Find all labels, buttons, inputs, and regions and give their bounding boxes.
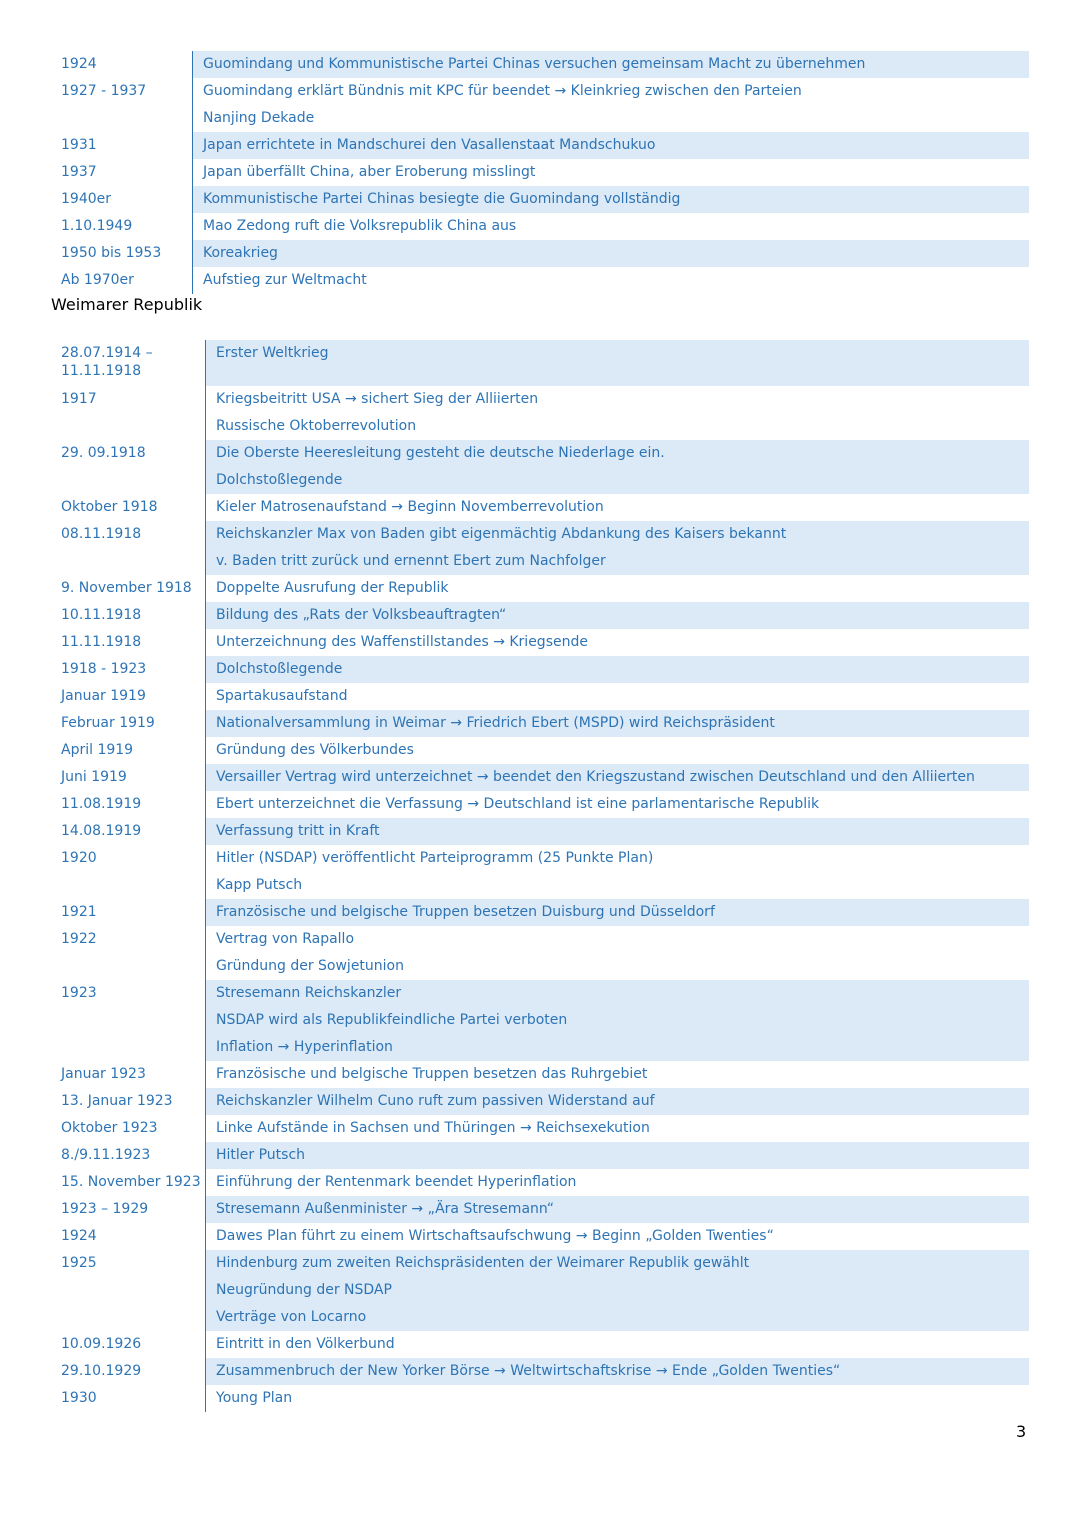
timeline-event: Vertrag von Rapallo (205, 926, 1029, 953)
timeline-date (51, 1277, 205, 1304)
timeline-event: Verträge von Locarno (205, 1304, 1029, 1331)
timeline-date: 1918 - 1923 (61, 661, 147, 677)
timeline-event: Japan überfällt China, aber Eroberung misslingt (192, 159, 1029, 186)
timeline-row (51, 899, 1029, 926)
timeline-date: Januar 1919 (61, 688, 146, 704)
timeline-event: Guomindang und Kommunistische Partei Chinas versuchen gemeinsam Macht zu übernehmen (192, 51, 1029, 78)
timeline-date: 1931 (61, 137, 97, 153)
timeline-row (51, 51, 1029, 78)
china-timeline (51, 51, 1029, 294)
timeline-date: 13. Januar 1923 (61, 1093, 173, 1109)
timeline-event: Kriegsbeitritt USA → sichert Sieg der Alliierten (205, 386, 1029, 413)
timeline-row (51, 440, 1029, 467)
timeline-event: Nanjing Dekade (192, 105, 1029, 132)
timeline-event: Einführung der Rentenmark beendet Hyperinflation (205, 1169, 1029, 1196)
timeline-row (51, 1223, 1029, 1250)
timeline-date (51, 467, 205, 494)
timeline-date (51, 413, 205, 440)
timeline-row (51, 1331, 1029, 1358)
timeline-date: Juni 1919 (61, 769, 127, 785)
timeline-event: Japan errichtete in Mandschurei den Vasallenstaat Mandschukuo (192, 132, 1029, 159)
timeline-row (51, 132, 1029, 159)
timeline-date: 1917 (61, 391, 97, 407)
timeline-row (51, 926, 1029, 953)
timeline-event: Dolchstoßlegende (205, 467, 1029, 494)
timeline-event: Dolchstoßlegende (205, 656, 1029, 683)
timeline-row (51, 548, 1029, 575)
timeline-row (51, 213, 1029, 240)
timeline-row (51, 240, 1029, 267)
timeline-date: 1925 (61, 1255, 97, 1271)
section-title: Weimarer Republik (51, 295, 203, 314)
timeline-row (51, 159, 1029, 186)
timeline-event: Dawes Plan führt zu einem Wirtschaftsaufschwung → Beginn „Golden Twenties“ (205, 1223, 1029, 1250)
timeline-date: 8./9.11.1923 (61, 1147, 151, 1163)
timeline-row (51, 1007, 1029, 1034)
timeline-date (51, 1007, 205, 1034)
timeline-row (51, 683, 1029, 710)
timeline-row (51, 1142, 1029, 1169)
timeline-event: Linke Aufstände in Sachsen und Thüringen → Reichsexekution (205, 1115, 1029, 1142)
timeline-date: 14.08.1919 (61, 823, 142, 839)
timeline-event: Gründung der Sowjetunion (205, 953, 1029, 980)
timeline-row (51, 872, 1029, 899)
timeline-event: Stresemann Reichskanzler (205, 980, 1029, 1007)
timeline-event: Doppelte Ausrufung der Republik (205, 575, 1029, 602)
timeline-row (51, 186, 1029, 213)
timeline-event: Kieler Matrosenaufstand → Beginn Novemberrevolution (205, 494, 1029, 521)
timeline-date: 1923 – 1929 (61, 1201, 149, 1217)
timeline-date: 1921 (61, 904, 97, 920)
timeline-date: 29.10.1929 (61, 1363, 142, 1379)
timeline-row (51, 1115, 1029, 1142)
timeline-date: 1937 (61, 164, 97, 180)
timeline-date (51, 1034, 205, 1061)
timeline-date (51, 872, 205, 899)
timeline-date: 11.08.1919 (61, 796, 142, 812)
timeline-date: 08.11.1918 (61, 526, 142, 542)
timeline-event: Guomindang erklärt Bündnis mit KPC für beendet → Kleinkrieg zwischen den Parteien (192, 78, 1029, 105)
timeline-event: Young Plan (205, 1385, 1029, 1412)
timeline-date: 1927 - 1937 (61, 83, 147, 99)
page-number: 3 (1016, 1422, 1027, 1441)
timeline-row (51, 413, 1029, 440)
timeline-date: Januar 1923 (61, 1066, 146, 1082)
timeline-row (51, 1385, 1029, 1412)
timeline-row (51, 494, 1029, 521)
timeline-event: Verfassung tritt in Kraft (205, 818, 1029, 845)
timeline-event: Nationalversammlung in Weimar → Friedrich Ebert (MSPD) wird Reichspräsident (205, 710, 1029, 737)
timeline-date: 1924 (61, 56, 97, 72)
timeline-row (51, 629, 1029, 656)
timeline-date: Ab 1970er (61, 272, 134, 288)
timeline-row (51, 602, 1029, 629)
timeline-row (51, 1358, 1029, 1385)
timeline-event: Reichskanzler Max von Baden gibt eigenmächtig Abdankung des Kaisers bekannt (205, 521, 1029, 548)
timeline-event: Gründung des Völkerbundes (205, 737, 1029, 764)
timeline-row (51, 1169, 1029, 1196)
timeline-date: 1930 (61, 1390, 97, 1406)
timeline-date: 10.09.1926 (61, 1336, 142, 1352)
timeline-event: Aufstieg zur Weltmacht (192, 267, 1029, 294)
timeline-date: 1923 (61, 985, 97, 1001)
timeline-date: 1924 (61, 1228, 97, 1244)
timeline-row (51, 340, 1029, 386)
timeline-event: NSDAP wird als Republikfeindliche Partei verboten (205, 1007, 1029, 1034)
timeline-event: Erster Weltkrieg (205, 340, 1029, 386)
timeline-date (51, 548, 205, 575)
timeline-row (51, 818, 1029, 845)
timeline-event: Russische Oktoberrevolution (205, 413, 1029, 440)
timeline-date: 11.11.1918 (61, 634, 142, 650)
timeline-event: Hindenburg zum zweiten Reichspräsidenten der Weimarer Republik gewählt (205, 1250, 1029, 1277)
timeline-date (51, 1304, 205, 1331)
timeline-event: Neugründung der NSDAP (205, 1277, 1029, 1304)
timeline-row (51, 845, 1029, 872)
timeline-date: 28.07.1914 – 11.11.1918 (61, 345, 153, 379)
timeline-date: 1922 (61, 931, 97, 947)
timeline-row (51, 575, 1029, 602)
timeline-row (51, 1196, 1029, 1223)
timeline-row (51, 267, 1029, 294)
timeline-event: Reichskanzler Wilhelm Cuno ruft zum passiven Widerstand auf (205, 1088, 1029, 1115)
timeline-row (51, 1304, 1029, 1331)
timeline-event: v. Baden tritt zurück und ernennt Ebert zum Nachfolger (205, 548, 1029, 575)
timeline-date: 10.11.1918 (61, 607, 142, 623)
timeline-event: Unterzeichnung des Waffenstillstandes → Kriegsende (205, 629, 1029, 656)
timeline-row (51, 791, 1029, 818)
timeline-row (51, 1277, 1029, 1304)
timeline-date: 1.10.1949 (61, 218, 133, 234)
timeline-event: Französische und belgische Truppen besetzen Duisburg und Düsseldorf (205, 899, 1029, 926)
timeline-row (51, 764, 1029, 791)
timeline-event: Hitler Putsch (205, 1142, 1029, 1169)
timeline-row (51, 1061, 1029, 1088)
timeline-row (51, 105, 1029, 132)
timeline-event: Versailler Vertrag wird unterzeichnet → beendet den Kriegszustand zwischen Deutschland und den Alliierten (205, 764, 1029, 791)
timeline-event: Mao Zedong ruft die Volksrepublik China aus (192, 213, 1029, 240)
timeline-date: 1920 (61, 850, 97, 866)
timeline-event: Inflation → Hyperinflation (205, 1034, 1029, 1061)
timeline-row (51, 386, 1029, 413)
timeline-event: Hitler (NSDAP) veröffentlicht Parteiprogramm (25 Punkte Plan) (205, 845, 1029, 872)
timeline-date: April 1919 (61, 742, 134, 758)
timeline-date: Februar 1919 (61, 715, 155, 731)
timeline-row (51, 1034, 1029, 1061)
timeline-event: Koreakrieg (192, 240, 1029, 267)
timeline-event: Französische und belgische Truppen besetzen das Ruhrgebiet (205, 1061, 1029, 1088)
timeline-date: 29. 09.1918 (61, 445, 146, 461)
timeline-date: 15. November 1923 (61, 1174, 201, 1190)
timeline-row (51, 710, 1029, 737)
timeline-event: Kommunistische Partei Chinas besiegte die Guomindang vollständig (192, 186, 1029, 213)
timeline-row (51, 656, 1029, 683)
timeline-row (51, 467, 1029, 494)
timeline-row (51, 980, 1029, 1007)
timeline-row (51, 521, 1029, 548)
timeline-event: Ebert unterzeichnet die Verfassung → Deutschland ist eine parlamentarische Republik (205, 791, 1029, 818)
timeline-date: 1940er (61, 191, 111, 207)
timeline-event: Kapp Putsch (205, 872, 1029, 899)
timeline-date: Oktober 1918 (61, 499, 158, 515)
timeline-row (51, 1250, 1029, 1277)
timeline-date (51, 953, 205, 980)
timeline-date: 9. November 1918 (61, 580, 192, 596)
timeline-event: Eintritt in den Völkerbund (205, 1331, 1029, 1358)
timeline-row (51, 953, 1029, 980)
timeline-event: Spartakusaufstand (205, 683, 1029, 710)
timeline-event: Zusammenbruch der New Yorker Börse → Weltwirtschaftskrise → Ende „Golden Twenties“ (205, 1358, 1029, 1385)
timeline-date: Oktober 1923 (61, 1120, 158, 1136)
weimar-timeline (51, 340, 1029, 1412)
timeline-date (51, 105, 192, 132)
timeline-event: Die Oberste Heeresleitung gesteht die deutsche Niederlage ein. (205, 440, 1029, 467)
timeline-event: Bildung des „Rats der Volksbeauftragten“ (205, 602, 1029, 629)
timeline-row (51, 1088, 1029, 1115)
timeline-date: 1950 bis 1953 (61, 245, 162, 261)
timeline-row (51, 78, 1029, 105)
timeline-event: Stresemann Außenminister → „Ära Stresemann“ (205, 1196, 1029, 1223)
timeline-row (51, 737, 1029, 764)
